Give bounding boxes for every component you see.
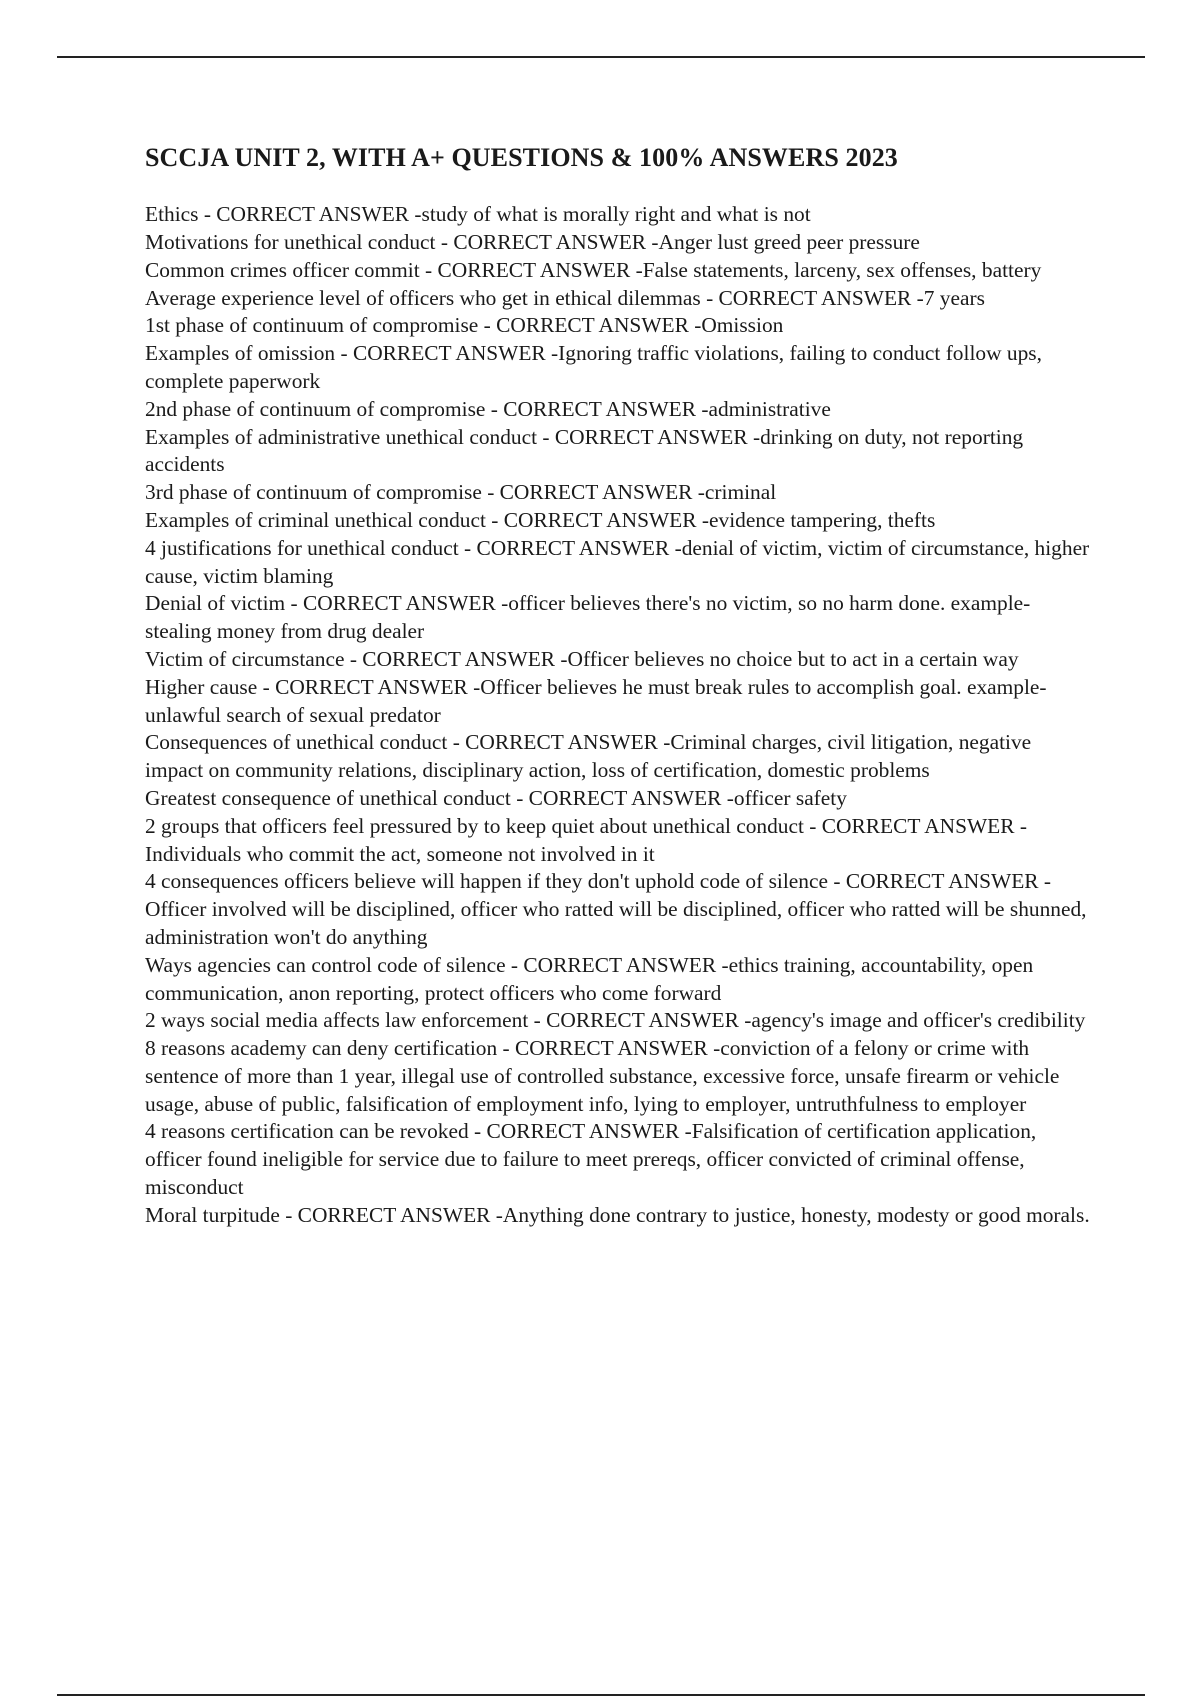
qa-question: Motivations for unethical conduct — [145, 229, 436, 254]
qa-separator: - CORRECT ANSWER - — [335, 341, 559, 366]
qa-question: 4 consequences officers believe will happen if they don't uphold code of silence — [145, 869, 828, 894]
qa-entry — [145, 285, 1090, 313]
qa-question: Examples of omission — [145, 341, 336, 366]
qa-entry — [145, 729, 1090, 785]
qa-list — [145, 201, 1090, 1229]
qa-entry — [145, 424, 1090, 480]
qa-entry — [145, 646, 1090, 674]
qa-separator: - CORRECT ANSWER - — [447, 730, 671, 755]
qa-separator: - CORRECT ANSWER - — [285, 591, 509, 616]
qa-answer: denial of victim, victim of circumstance, higher cause, victim blaming — [145, 535, 1090, 588]
qa-entry — [145, 785, 1090, 813]
qa-entry — [145, 590, 1090, 646]
qa-separator: - CORRECT ANSWER - — [481, 480, 705, 505]
qa-answer: Officer involved will be disciplined, officer who ratted will be disciplined, officer who ratted will be shunned, administration won't do anything — [145, 897, 1087, 949]
qa-separator: - CORRECT ANSWER - — [435, 229, 659, 254]
qa-question: 4 reasons certification can be revoked — [145, 1119, 469, 1144]
qa-answer: Anything done contrary to justice, honesty, modesty or good morals. — [502, 1202, 1090, 1227]
qa-separator: - CORRECT ANSWER - — [468, 1119, 692, 1144]
qa-entry — [145, 201, 1090, 229]
qa-entry — [145, 674, 1090, 730]
qa-question: Ethics — [145, 202, 199, 227]
qa-question: 2 groups that officers feel pressured by to keep quiet about unethical conduct — [145, 813, 804, 838]
qa-question: 2 ways social media affects law enforcement — [145, 1008, 529, 1033]
qa-separator: - CORRECT ANSWER - — [505, 952, 729, 977]
qa-answer: Officer believes he must break rules to accomplish goal. example- unlawful search of sexual predator — [145, 674, 1047, 727]
qa-separator: - CORRECT ANSWER - — [344, 646, 568, 671]
qa-answer: administrative — [708, 396, 831, 421]
qa-separator: - CORRECT ANSWER - — [497, 1036, 721, 1061]
qa-separator: - CORRECT ANSWER - — [279, 1202, 503, 1227]
qa-separator: - CORRECT ANSWER - — [537, 424, 761, 449]
qa-answer: evidence tampering, thefts — [709, 507, 936, 532]
qa-answer: agency's image and officer's credibility — [751, 1008, 1086, 1033]
qa-question: 4 justifications for unethical conduct — [145, 535, 459, 560]
qa-answer: criminal — [704, 480, 777, 505]
qa-entry — [145, 257, 1090, 285]
qa-entry — [145, 1035, 1090, 1118]
qa-entry — [145, 952, 1090, 1008]
qa-entry — [145, 1202, 1090, 1230]
qa-answer: Falsification of certification application, officer found ineligible for service due to failure to meet prereqs, officer convicted of criminal offense, misconduct — [145, 1119, 1037, 1200]
qa-entry — [145, 535, 1090, 591]
qa-separator: - CORRECT ANSWER - — [419, 257, 643, 282]
qa-answer: Anger lust greed peer pressure — [658, 229, 920, 254]
qa-question: Consequences of unethical conduct — [145, 730, 448, 755]
qa-separator: - CORRECT ANSWER - — [478, 313, 702, 338]
qa-question: 8 reasons academy can deny certification — [145, 1036, 498, 1061]
document-page — [145, 142, 1090, 1230]
qa-separator: - CORRECT ANSWER - — [700, 285, 924, 310]
qa-entry — [145, 396, 1090, 424]
qa-separator: - CORRECT ANSWER - — [510, 785, 734, 810]
qa-question: Examples of administrative unethical conduct — [145, 424, 538, 449]
qa-separator: - CORRECT ANSWER - — [828, 869, 1052, 894]
qa-question: 2nd phase of continuum of compromise — [145, 396, 486, 421]
qa-answer: Ignoring traffic violations, failing to conduct follow ups, complete paperwork — [145, 341, 1042, 393]
qa-question: Moral turpitude — [145, 1202, 280, 1227]
qa-entry — [145, 813, 1090, 869]
qa-question: Common crimes officer commit — [145, 257, 420, 282]
qa-entry — [145, 868, 1090, 951]
qa-entry — [145, 479, 1090, 507]
qa-answer: 7 years — [923, 285, 985, 310]
qa-separator: - CORRECT ANSWER - — [485, 507, 709, 532]
qa-answer: drinking on duty, not reporting accidents — [145, 424, 1024, 477]
qa-answer: Criminal charges, civil litigation, negative impact on community relations, disciplinary action, loss of certification, domestic problems — [145, 730, 1032, 783]
qa-answer: officer believes there's no victim, so no harm done. example- stealing money from drug dealer — [145, 591, 1031, 644]
qa-entry — [145, 229, 1090, 257]
qa-answer: study of what is morally right and what is not — [421, 202, 811, 227]
qa-separator: - CORRECT ANSWER - — [485, 396, 709, 421]
bottom-divider — [57, 1694, 1145, 1696]
qa-separator: - CORRECT ANSWER - — [803, 813, 1027, 838]
qa-entry — [145, 340, 1090, 396]
qa-answer: Omission — [701, 313, 784, 338]
qa-answer: Officer believes no choice but to act in a certain way — [567, 646, 1019, 671]
qa-question: 1st phase of continuum of compromise — [145, 313, 479, 338]
qa-separator: - CORRECT ANSWER - — [528, 1008, 752, 1033]
qa-question: Denial of victim — [145, 591, 286, 616]
qa-separator: - CORRECT ANSWER - — [257, 674, 481, 699]
qa-answer: Individuals who commit the act, someone not involved in it — [145, 841, 655, 866]
qa-answer: officer safety — [733, 785, 847, 810]
qa-answer: ethics training, accountability, open communication, anon reporting, protect officers who come forward — [145, 952, 1034, 1005]
qa-question: 3rd phase of continuum of compromise — [145, 480, 482, 505]
qa-question: Examples of criminal unethical conduct — [145, 507, 486, 532]
document-title: SCCJA UNIT 2, WITH A+ QUESTIONS & 100% ANSWERS 2023 — [145, 143, 898, 172]
qa-entry — [145, 507, 1090, 535]
qa-entry — [145, 1007, 1090, 1035]
qa-separator: - CORRECT ANSWER - — [458, 535, 682, 560]
qa-answer: conviction of a felony or crime with sentence of more than 1 year, illegal use of controlled substance, excessive force, unsafe firearm or vehicle usage, abuse of public, falsification of employment info, lying to employer, untruthfulness to employer — [145, 1036, 1060, 1116]
qa-question: Higher cause — [145, 674, 258, 699]
qa-entry — [145, 1118, 1090, 1201]
top-divider — [57, 56, 1145, 58]
qa-question: Greatest consequence of unethical conduct — [145, 785, 511, 810]
qa-question: Victim of circumstance — [145, 646, 345, 671]
qa-entry — [145, 312, 1090, 340]
qa-question: Ways agencies can control code of silence — [145, 952, 506, 977]
qa-question: Average experience level of officers who get in ethical dilemmas — [145, 285, 701, 310]
qa-answer: False statements, larceny, sex offenses, battery — [642, 257, 1042, 282]
qa-separator: - CORRECT ANSWER - — [198, 202, 422, 227]
